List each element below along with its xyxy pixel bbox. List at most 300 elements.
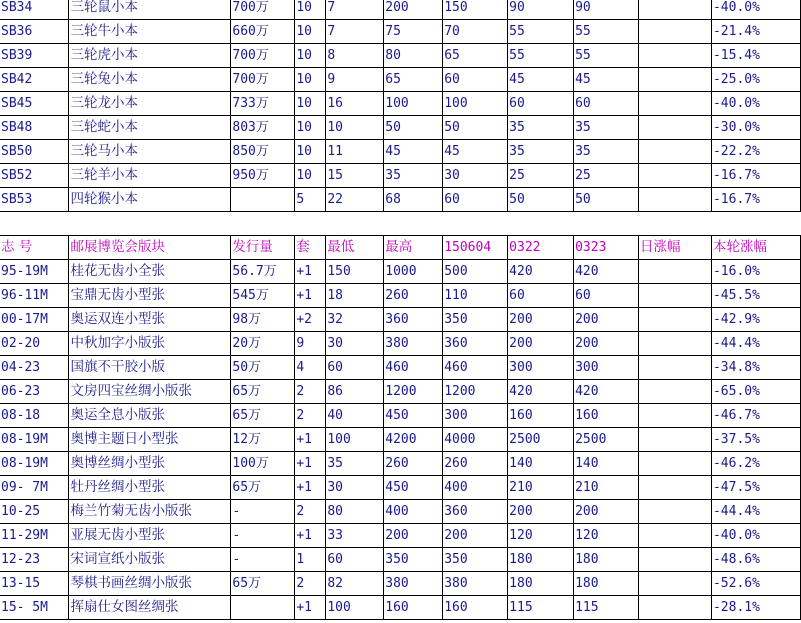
cell-low-price: 10: [326, 116, 384, 140]
cell-price-0322: 45: [508, 68, 574, 92]
header-row: [0, 236, 801, 260]
cell-daily-change: [639, 284, 712, 308]
cell-price-0323: 200: [574, 500, 639, 524]
cell-stamp-code: SB45: [0, 92, 69, 116]
cell-stamp-code: 08-18: [0, 404, 69, 428]
cell-stamp-code: SB48: [0, 116, 69, 140]
cell-round-change: -15.4%: [711, 44, 800, 68]
cell-high-price: 360: [384, 308, 443, 332]
cell-round-change: -28.1%: [711, 596, 800, 620]
table-row: [0, 428, 801, 452]
cell-high-price: 50: [384, 116, 443, 140]
cell-round-change: -52.6%: [711, 572, 800, 596]
cell-round-change: -47.5%: [711, 476, 800, 500]
cell-round-change: -34.8%: [711, 356, 800, 380]
cell-round-change: -44.4%: [711, 500, 800, 524]
cell-daily-change: [639, 332, 712, 356]
cell-stamp-code: 10-25: [0, 500, 69, 524]
cell-low-price: 32: [326, 308, 384, 332]
cell-high-price: 160: [384, 596, 443, 620]
cell-set-count: +1: [295, 428, 326, 452]
cell-set-count: 9: [295, 332, 326, 356]
cell-issue-volume: 65万: [231, 476, 295, 500]
cell-price-150604: 30: [443, 164, 508, 188]
cell-stamp-name: 亚展无齿小型张: [69, 524, 231, 548]
cell-price-150604: 360: [443, 332, 508, 356]
table-row: [0, 164, 801, 188]
table-row: [0, 452, 801, 476]
cell-high-price: 45: [384, 140, 443, 164]
cell-price-150604: 350: [443, 308, 508, 332]
cell-stamp-code: 09- 7M: [0, 476, 69, 500]
cell-daily-change: [639, 596, 712, 620]
cell-stamp-name: 琴棋书画丝绸小版张: [69, 572, 231, 596]
cell-stamp-name: 中秋加字小版张: [69, 332, 231, 356]
cell-low-price: 86: [326, 380, 384, 404]
cell-price-0322: 50: [508, 188, 574, 212]
cell-low-price: 33: [326, 524, 384, 548]
cell-round-change: -48.6%: [711, 548, 800, 572]
cell-issue-volume: 733万: [231, 92, 295, 116]
table-row: [0, 596, 801, 620]
cell-stamp-code: 00-17M: [0, 308, 69, 332]
cell-price-0323: 420: [574, 380, 639, 404]
cell-set-count: 2: [295, 404, 326, 428]
cell-stamp-name: 奥运双连小型张: [69, 308, 231, 332]
cell-price-0323: 420: [574, 260, 639, 284]
cell-stamp-name: 三轮鼠小本: [69, 0, 231, 20]
cell-price-150604: 400: [443, 476, 508, 500]
cell-stamp-name: 三轮龙小本: [69, 92, 231, 116]
cell-high-price: 200: [384, 524, 443, 548]
cell-price-150604: 60: [443, 188, 508, 212]
cell-high-price: 460: [384, 356, 443, 380]
table-row: [0, 404, 801, 428]
cell-round-change: -25.0%: [711, 68, 800, 92]
cell-daily-change: [639, 500, 712, 524]
cell-issue-volume: [231, 188, 295, 212]
cell-high-price: 68: [384, 188, 443, 212]
cell-price-0322: 60: [508, 92, 574, 116]
cell-round-change: -16.7%: [711, 164, 800, 188]
table-row: [0, 332, 801, 356]
cell-stamp-code: SB52: [0, 164, 69, 188]
cell-low-price: 15: [326, 164, 384, 188]
cell-issue-volume: 98万: [231, 308, 295, 332]
cell-set-count: 10: [295, 44, 326, 68]
cell-price-150604: 110: [443, 284, 508, 308]
cell-price-0323: 25: [574, 164, 639, 188]
cell-high-price: 4200: [384, 428, 443, 452]
cell-stamp-name: 三轮羊小本: [69, 164, 231, 188]
cell-price-0323: 2500: [574, 428, 639, 452]
cell-issue-volume: [231, 596, 295, 620]
cell-set-count: 1: [295, 548, 326, 572]
cell-price-0322: 210: [508, 476, 574, 500]
table-row: [0, 524, 801, 548]
cell-price-0322: 90: [508, 0, 574, 20]
cell-price-150604: 160: [443, 596, 508, 620]
cell-stamp-name: 文房四宝丝绸小版张: [69, 380, 231, 404]
cell-daily-change: [639, 92, 712, 116]
cell-low-price: 150: [326, 260, 384, 284]
cell-high-price: 260: [384, 452, 443, 476]
cell-set-count: 5: [295, 188, 326, 212]
cell-stamp-code: 08-19M: [0, 452, 69, 476]
cell-stamp-name: 三轮牛小本: [69, 20, 231, 44]
cell-issue-volume: 700万: [231, 44, 295, 68]
cell-low-price: 7: [326, 20, 384, 44]
cell-price-0322: 55: [508, 20, 574, 44]
cell-round-change: -65.0%: [711, 380, 800, 404]
cell-round-change: -40.0%: [711, 524, 800, 548]
stamp-rows-top: [0, 0, 801, 212]
header-issue-volume: 发行量: [231, 236, 295, 260]
cell-stamp-code: SB42: [0, 68, 69, 92]
table-row: [0, 476, 801, 500]
cell-stamp-name: 三轮兔小本: [69, 68, 231, 92]
header-stamp-code: 志 号: [0, 236, 69, 260]
header-price-0323: 0323: [574, 236, 639, 260]
table-row: [0, 0, 801, 20]
cell-price-0322: 2500: [508, 428, 574, 452]
cell-low-price: 16: [326, 92, 384, 116]
cell-stamp-name: 奥运全息小版张: [69, 404, 231, 428]
cell-high-price: 260: [384, 284, 443, 308]
cell-price-0323: 60: [574, 284, 639, 308]
cell-price-0322: 180: [508, 572, 574, 596]
cell-price-150604: 500: [443, 260, 508, 284]
cell-stamp-name: 奥博主题日小型张: [69, 428, 231, 452]
header-round-change: 本轮涨幅: [711, 236, 800, 260]
cell-daily-change: [639, 164, 712, 188]
cell-daily-change: [639, 188, 712, 212]
cell-daily-change: [639, 0, 712, 20]
cell-high-price: 450: [384, 476, 443, 500]
cell-stamp-code: SB34: [0, 0, 69, 20]
cell-price-0322: 35: [508, 116, 574, 140]
cell-low-price: 8: [326, 44, 384, 68]
cell-price-0322: 420: [508, 260, 574, 284]
cell-stamp-code: 04-23: [0, 356, 69, 380]
cell-low-price: 30: [326, 332, 384, 356]
cell-round-change: -40.0%: [711, 92, 800, 116]
cell-high-price: 350: [384, 548, 443, 572]
cell-stamp-name: 三轮马小本: [69, 140, 231, 164]
table-row: [0, 92, 801, 116]
cell-low-price: 80: [326, 500, 384, 524]
cell-price-0323: 55: [574, 20, 639, 44]
table-row: [0, 284, 801, 308]
cell-low-price: 60: [326, 356, 384, 380]
cell-price-0322: 60: [508, 284, 574, 308]
table-row: [0, 68, 801, 92]
cell-daily-change: [639, 116, 712, 140]
cell-set-count: 2: [295, 380, 326, 404]
cell-price-150604: 60: [443, 68, 508, 92]
table-row: [0, 572, 801, 596]
cell-stamp-name: 桂花无齿小全张: [69, 260, 231, 284]
cell-high-price: 450: [384, 404, 443, 428]
cell-set-count: 10: [295, 116, 326, 140]
cell-high-price: 200: [384, 0, 443, 20]
cell-high-price: 380: [384, 332, 443, 356]
table-row: [0, 548, 801, 572]
cell-round-change: -46.7%: [711, 404, 800, 428]
cell-price-0322: 200: [508, 308, 574, 332]
cell-price-0322: 200: [508, 500, 574, 524]
cell-price-0323: 200: [574, 332, 639, 356]
cell-price-0323: 180: [574, 548, 639, 572]
cell-stamp-code: 96-11M: [0, 284, 69, 308]
cell-low-price: 35: [326, 452, 384, 476]
cell-stamp-name: 宝鼎无齿小型张: [69, 284, 231, 308]
cell-low-price: 7: [326, 0, 384, 20]
cell-issue-volume: 100万: [231, 452, 295, 476]
cell-set-count: 10: [295, 68, 326, 92]
cell-high-price: 35: [384, 164, 443, 188]
cell-price-0323: 60: [574, 92, 639, 116]
cell-issue-volume: -: [231, 500, 295, 524]
header-price-150604: 150604: [443, 236, 508, 260]
cell-price-0323: 45: [574, 68, 639, 92]
cell-issue-volume: 65万: [231, 404, 295, 428]
cell-set-count: 4: [295, 356, 326, 380]
cell-set-count: +1: [295, 596, 326, 620]
cell-low-price: 9: [326, 68, 384, 92]
cell-issue-volume: 20万: [231, 332, 295, 356]
table-row: [0, 140, 801, 164]
cell-daily-change: [639, 20, 712, 44]
cell-set-count: 10: [295, 164, 326, 188]
cell-price-0322: 140: [508, 452, 574, 476]
cell-round-change: -46.2%: [711, 452, 800, 476]
cell-high-price: 100: [384, 92, 443, 116]
table-row: [0, 116, 801, 140]
cell-price-0322: 200: [508, 332, 574, 356]
cell-set-count: 2: [295, 572, 326, 596]
cell-set-count: +1: [295, 284, 326, 308]
cell-price-0323: 50: [574, 188, 639, 212]
cell-set-count: +1: [295, 476, 326, 500]
cell-issue-volume: 65万: [231, 380, 295, 404]
cell-set-count: +2: [295, 308, 326, 332]
cell-round-change: -16.0%: [711, 260, 800, 284]
cell-stamp-code: 95-19M: [0, 260, 69, 284]
cell-low-price: 22: [326, 188, 384, 212]
cell-set-count: +1: [295, 260, 326, 284]
cell-round-change: -22.2%: [711, 140, 800, 164]
cell-high-price: 380: [384, 572, 443, 596]
cell-round-change: -42.9%: [711, 308, 800, 332]
cell-issue-volume: 803万: [231, 116, 295, 140]
cell-issue-volume: 65万: [231, 572, 295, 596]
cell-price-150604: 150: [443, 0, 508, 20]
stamp-rows-bottom: [0, 260, 801, 620]
cell-daily-change: [639, 44, 712, 68]
cell-price-150604: 50: [443, 116, 508, 140]
cell-high-price: 65: [384, 68, 443, 92]
table-row: [0, 356, 801, 380]
cell-price-150604: 300: [443, 404, 508, 428]
cell-set-count: 10: [295, 0, 326, 20]
cell-price-150604: 380: [443, 572, 508, 596]
cell-stamp-name: 四轮猴小本: [69, 188, 231, 212]
table-row: [0, 188, 801, 212]
cell-stamp-name: 牡丹丝绸小型张: [69, 476, 231, 500]
cell-low-price: 40: [326, 404, 384, 428]
cell-daily-change: [639, 524, 712, 548]
cell-price-0323: 180: [574, 572, 639, 596]
cell-issue-volume: 700万: [231, 0, 295, 20]
cell-issue-volume: 660万: [231, 20, 295, 44]
cell-issue-volume: 50万: [231, 356, 295, 380]
header-low-price: 最低: [326, 236, 384, 260]
header-set-count: 套: [295, 236, 326, 260]
cell-price-150604: 350: [443, 548, 508, 572]
cell-stamp-name: 三轮蛇小本: [69, 116, 231, 140]
cell-price-0323: 35: [574, 116, 639, 140]
cell-issue-volume: -: [231, 548, 295, 572]
cell-daily-change: [639, 404, 712, 428]
cell-price-150604: 260: [443, 452, 508, 476]
cell-issue-volume: 700万: [231, 68, 295, 92]
cell-set-count: 2: [295, 500, 326, 524]
table-row: [0, 260, 801, 284]
cell-stamp-name: 梅兰竹菊无齿小版张: [69, 500, 231, 524]
cell-high-price: 1200: [384, 380, 443, 404]
cell-issue-volume: 950万: [231, 164, 295, 188]
cell-price-0323: 120: [574, 524, 639, 548]
cell-price-0323: 210: [574, 476, 639, 500]
cell-set-count: 10: [295, 20, 326, 44]
table-row: [0, 44, 801, 68]
cell-set-count: +1: [295, 524, 326, 548]
cell-price-150604: 360: [443, 500, 508, 524]
cell-price-0323: 200: [574, 308, 639, 332]
cell-issue-volume: 12万: [231, 428, 295, 452]
cell-stamp-code: 15- 5M: [0, 596, 69, 620]
header-high-price: 最高: [384, 236, 443, 260]
blank-row: [0, 212, 801, 236]
cell-price-0323: 300: [574, 356, 639, 380]
header-daily-change: 日涨幅: [639, 236, 712, 260]
cell-daily-change: [639, 140, 712, 164]
cell-daily-change: [639, 548, 712, 572]
cell-round-change: -21.4%: [711, 20, 800, 44]
cell-stamp-code: SB36: [0, 20, 69, 44]
cell-price-150604: 4000: [443, 428, 508, 452]
cell-stamp-code: 02-20: [0, 332, 69, 356]
cell-stamp-name: 三轮虎小本: [69, 44, 231, 68]
cell-high-price: 1000: [384, 260, 443, 284]
cell-low-price: 100: [326, 428, 384, 452]
cell-price-0322: 25: [508, 164, 574, 188]
cell-price-0322: 160: [508, 404, 574, 428]
table-row: [0, 20, 801, 44]
cell-low-price: 11: [326, 140, 384, 164]
cell-high-price: 75: [384, 20, 443, 44]
cell-daily-change: [639, 68, 712, 92]
cell-low-price: 60: [326, 548, 384, 572]
cell-price-0323: 90: [574, 0, 639, 20]
cell-round-change: -37.5%: [711, 428, 800, 452]
cell-stamp-code: SB53: [0, 188, 69, 212]
cell-price-0322: 120: [508, 524, 574, 548]
cell-price-0322: 300: [508, 356, 574, 380]
cell-stamp-code: SB39: [0, 44, 69, 68]
cell-issue-volume: 545万: [231, 284, 295, 308]
cell-high-price: 80: [384, 44, 443, 68]
cell-round-change: -30.0%: [711, 116, 800, 140]
cell-stamp-name: 奥博丝绸小型张: [69, 452, 231, 476]
cell-issue-volume: 56.7万: [231, 260, 295, 284]
cell-high-price: 400: [384, 500, 443, 524]
table-row: [0, 500, 801, 524]
cell-issue-volume: 850万: [231, 140, 295, 164]
cell-price-0322: 115: [508, 596, 574, 620]
cell-daily-change: [639, 572, 712, 596]
cell-daily-change: [639, 308, 712, 332]
cell-round-change: -40.0%: [711, 0, 800, 20]
cell-price-150604: 1200: [443, 380, 508, 404]
cell-daily-change: [639, 476, 712, 500]
cell-round-change: -44.4%: [711, 332, 800, 356]
cell-price-150604: 100: [443, 92, 508, 116]
cell-price-0322: 180: [508, 548, 574, 572]
table-row: [0, 308, 801, 332]
header-stamp-name: 邮展博览会版块: [69, 236, 231, 260]
cell-issue-volume: -: [231, 524, 295, 548]
cell-low-price: 30: [326, 476, 384, 500]
cell-price-0322: 55: [508, 44, 574, 68]
header-price-0322: 0322: [508, 236, 574, 260]
cell-round-change: -45.5%: [711, 284, 800, 308]
cell-stamp-code: 12-23: [0, 548, 69, 572]
cell-stamp-code: 06-23: [0, 380, 69, 404]
cell-daily-change: [639, 452, 712, 476]
cell-round-change: -16.7%: [711, 188, 800, 212]
cell-daily-change: [639, 380, 712, 404]
cell-price-0323: 55: [574, 44, 639, 68]
cell-set-count: 10: [295, 92, 326, 116]
cell-price-0323: 160: [574, 404, 639, 428]
cell-price-150604: 70: [443, 20, 508, 44]
cell-price-150604: 45: [443, 140, 508, 164]
cell-stamp-name: 宋词宣纸小版张: [69, 548, 231, 572]
cell-stamp-name: 国旗不干胶小版: [69, 356, 231, 380]
cell-price-0323: 115: [574, 596, 639, 620]
cell-price-150604: 460: [443, 356, 508, 380]
cell-price-0323: 140: [574, 452, 639, 476]
cell-price-0323: 35: [574, 140, 639, 164]
cell-price-0322: 35: [508, 140, 574, 164]
table-row: [0, 380, 801, 404]
cell-low-price: 82: [326, 572, 384, 596]
cell-stamp-code: 08-19M: [0, 428, 69, 452]
cell-set-count: 10: [295, 140, 326, 164]
cell-stamp-code: SB50: [0, 140, 69, 164]
cell-low-price: 100: [326, 596, 384, 620]
cell-stamp-code: 13-15: [0, 572, 69, 596]
cell-stamp-code: 11-29M: [0, 524, 69, 548]
cell-price-0322: 420: [508, 380, 574, 404]
cell-stamp-name: 挥扇仕女图丝绸张: [69, 596, 231, 620]
cell-price-150604: 200: [443, 524, 508, 548]
cell-price-150604: 65: [443, 44, 508, 68]
cell-daily-change: [639, 428, 712, 452]
cell-low-price: 18: [326, 284, 384, 308]
